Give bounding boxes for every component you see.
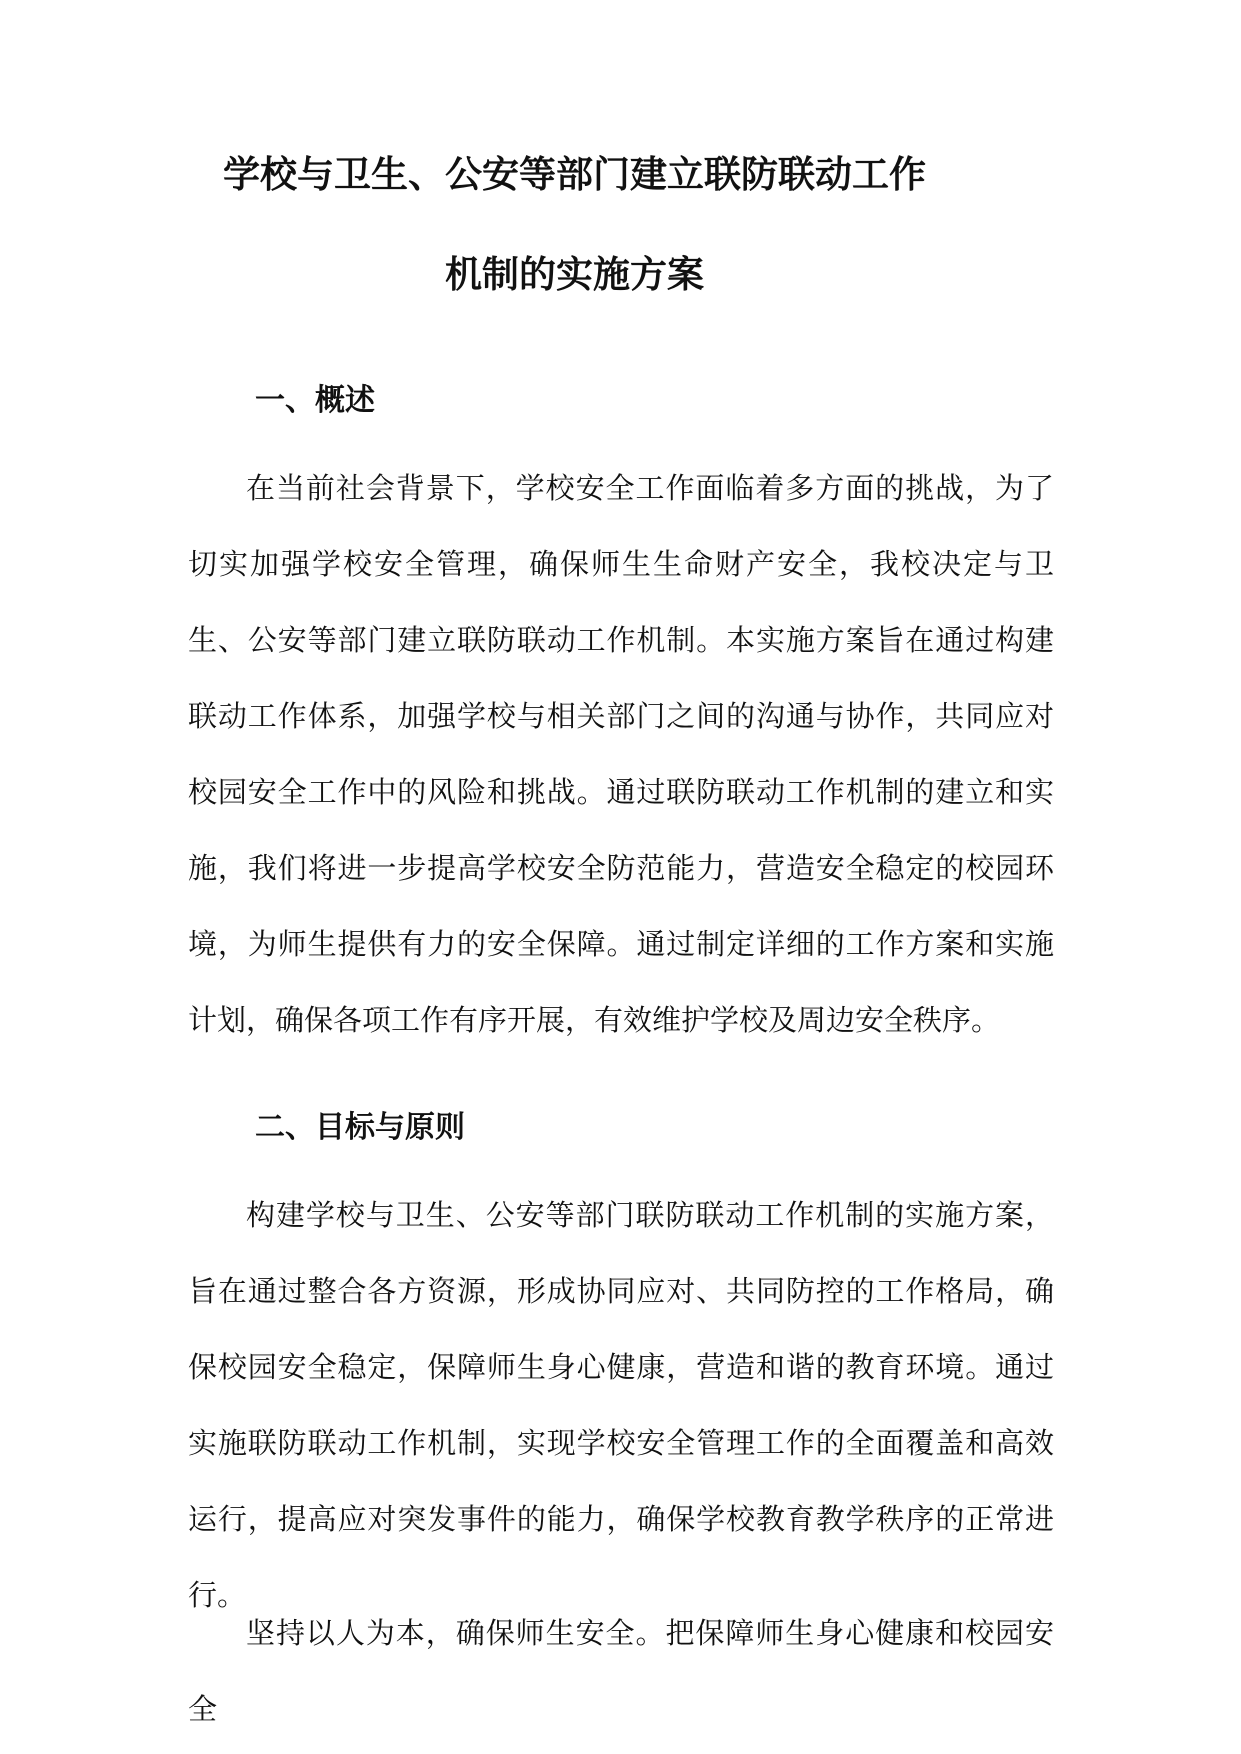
document-title-line-2: 机制的实施方案 [445,252,704,296]
section-heading-overview: 一、概述 [255,383,375,418]
document-title-line-1: 学校与卫生、公安等部门建立联防联动工作 [223,152,926,196]
overview-paragraph: 在当前社会背景下，学校安全工作面临着多方面的挑战，为了切实加强学校安全管理，确保师生生命财产安全，我校决定与卫生、公安等部门建立联防联动工作机制。本实施方案旨在通过构建联动工作体系，加强学校与相关部门之间的沟通与协作，共同应对校园安全工作中的风险和挑战。通过联防联动工作机制的建立和实施，我们将进一步提高学校安全防范能力，营造安全稳定的校园环境，为师生提供有力的安全保障。通过制定详细的工作方案和实施计划，确保各项工作有序开展，有效维护学校及周边安全秩序。 [188,471,1054,1037]
section-heading-goals-principles: 二、目标与原则 [255,1110,465,1145]
principle-paragraph: 坚持以人为本，确保师生安全。把保障师生身心健康和校园安全 [188,1616,1054,1726]
goals-paragraph: 构建学校与卫生、公安等部门联防联动工作机制的实施方案，旨在通过整合各方资源，形成协同应对、共同防控的工作格局，确保校园安全稳定，保障师生身心健康，营造和谐的教育环境。通过实施联防联动工作机制，实现学校安全管理工作的全面覆盖和高效运行，提高应对突发事件的能力，确保学校教育教学秩序的正常进行。 [188,1198,1054,1612]
